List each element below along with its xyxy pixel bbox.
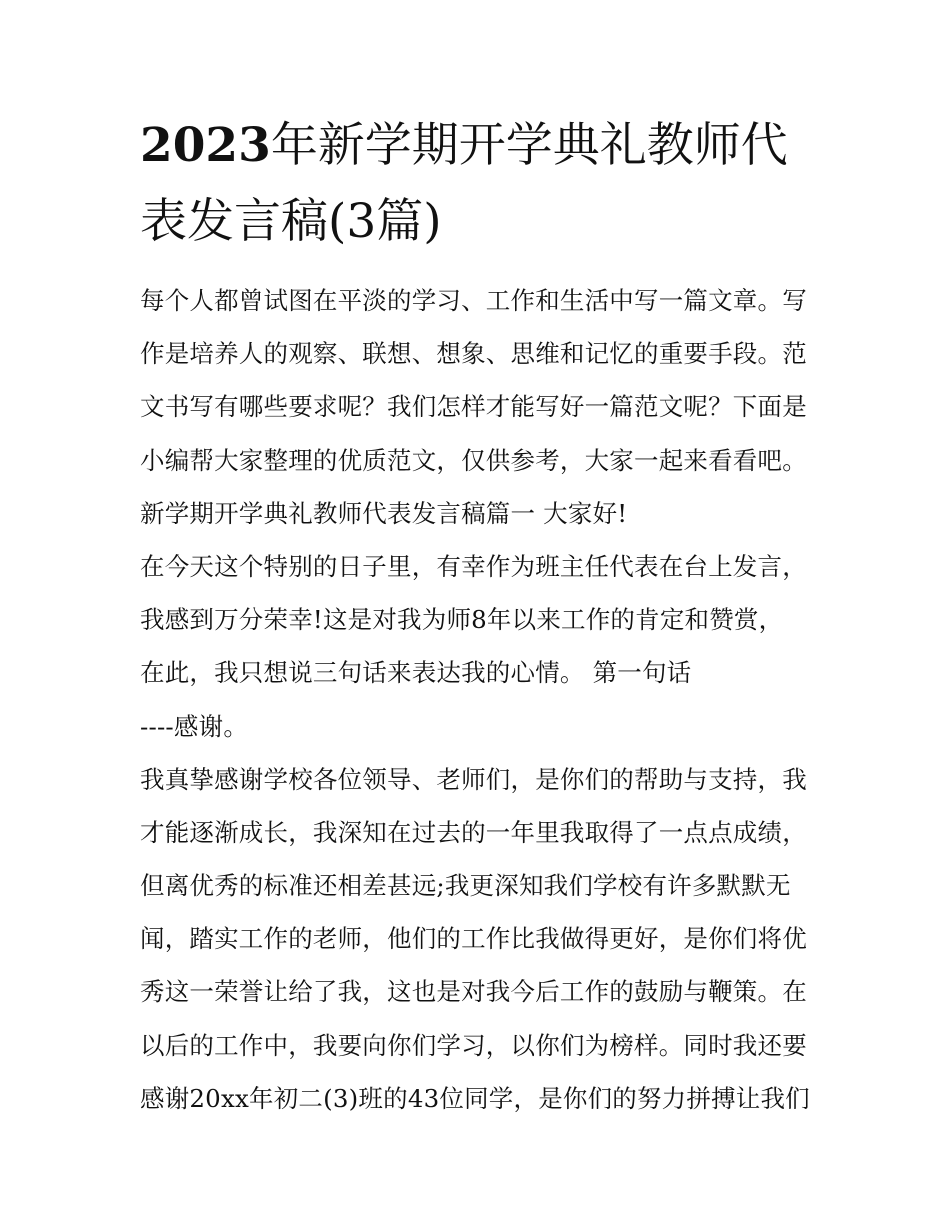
document-body [140, 274, 830, 1125]
body-line: 但离优秀的标准还相差甚远;我更深知我们学校有许多默默无 [140, 871, 791, 901]
body-line: 新学期开学典礼教师代表发言稿篇一 大家好! [140, 498, 628, 528]
body-line: 文书写有哪些要求呢？我们怎样才能写好一篇范文呢？下面是 [140, 392, 807, 422]
body-line: 感谢20xx年初二(3)班的43位同学，是你们的努力拼搏让我们 [140, 1083, 810, 1113]
body-line: 小编帮大家整理的优质范文，仅供参考，大家一起来看看吧。 [140, 445, 807, 475]
document-title [140, 108, 830, 260]
title-line2-text: 表发言稿(3篇) [140, 194, 442, 249]
body-line: 每个人都曾试图在平淡的学习、工作和生活中写一篇文章。写 [140, 286, 807, 315]
body-line: ----感谢。 [140, 711, 249, 741]
body-line: 在此，我只想说三句话来表达我的心情。 第一句话 [140, 658, 692, 688]
title-line1-text: 年新学期开学典礼教师代 [270, 118, 788, 173]
body-line: 才能逐渐成长，我深知在过去的一年里我取得了一点点成绩， [140, 817, 807, 847]
body-line: 秀这一荣誉让给了我，这也是对我今后工作的鼓励与鞭策。在 [140, 977, 807, 1007]
body-line: 作是培养人的观察、联想、想象、思维和记忆的重要手段。范 [140, 339, 807, 369]
body-line: 在今天这个特别的日子里，有幸作为班主任代表在台上发言， [140, 551, 807, 581]
body-line: 闻，踏实工作的老师，他们的工作比我做得更好，是你们将优 [140, 924, 807, 954]
body-line: 我真挚感谢学校各位领导、老师们，是你们的帮助与支持，我 [140, 764, 807, 794]
body-line: 以后的工作中，我要向你们学习，以你们为榜样。同时我还要 [140, 1030, 807, 1060]
title-year: 2023 [140, 118, 271, 173]
body-line: 我感到万分荣幸!这是对我为师8年以来工作的肯定和赞赏， [140, 605, 784, 635]
